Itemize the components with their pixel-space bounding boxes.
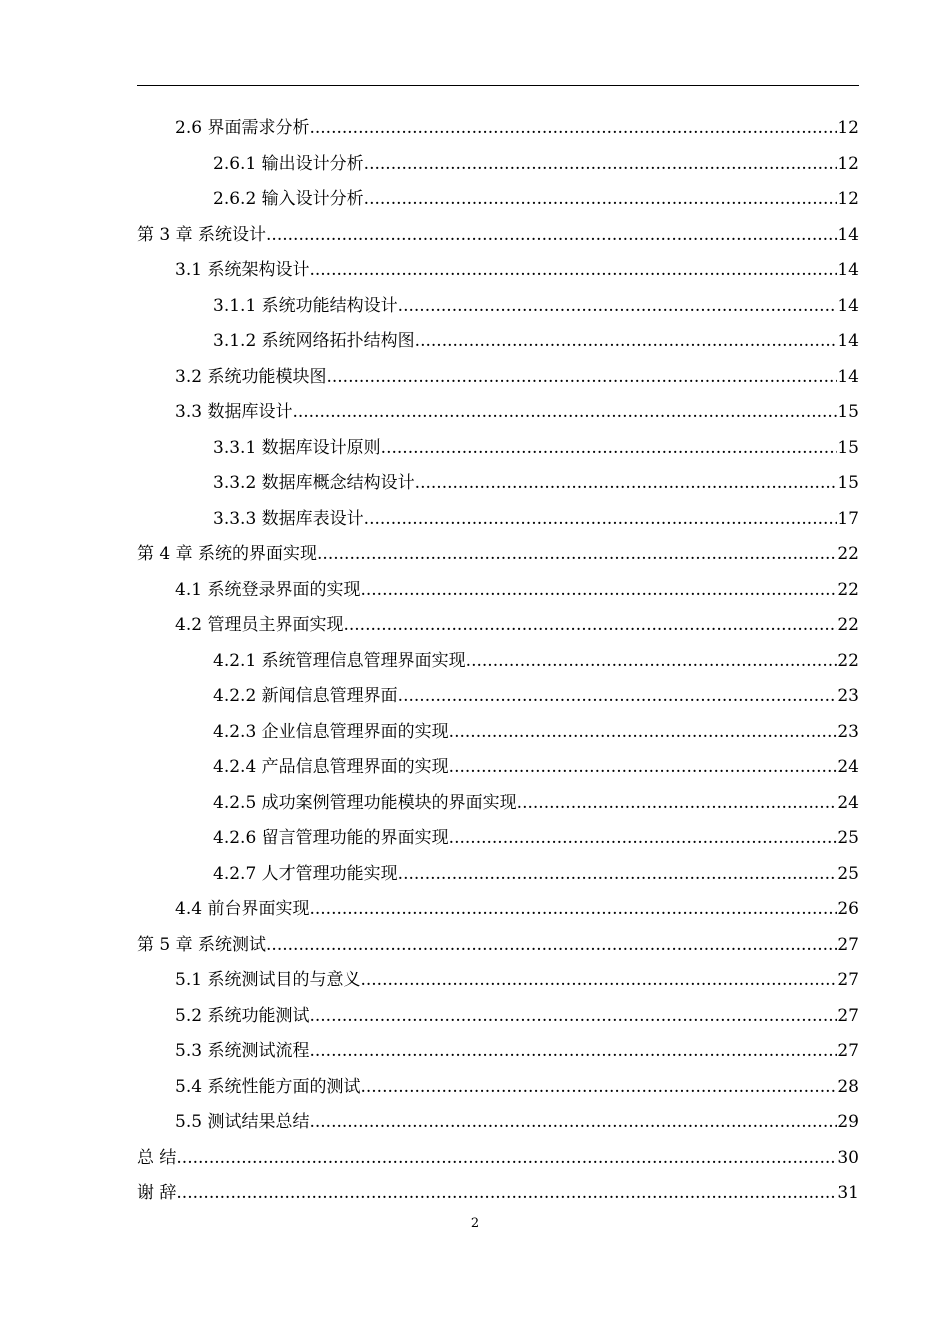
toc-entry[interactable] (137, 715, 859, 751)
toc-entry-label: 4.2.5 成功案例管理功能模块的界面实现 (213, 792, 517, 813)
toc-dot-leader (398, 289, 838, 325)
toc-entry-page: 15 (837, 402, 859, 422)
toc-entry-page: 29 (837, 1112, 859, 1132)
toc-entry-page: 14 (837, 295, 859, 316)
toc-entry-page: 24 (837, 792, 859, 813)
toc-entry-label: 3.1.2 系统网络拓扑结构图 (213, 331, 415, 351)
toc-entry-label: 第 5 章 系统测试 (137, 934, 267, 955)
toc-entry-label: 4.2.3 企业信息管理界面的实现 (213, 721, 449, 742)
toc-entry-label: 谢 辞 (137, 1183, 177, 1203)
toc-entry-label: 4.2.2 新闻信息管理界面 (213, 686, 398, 706)
toc-dot-leader (343, 608, 837, 644)
toc-dot-leader (309, 253, 837, 289)
toc-dot-leader (415, 324, 838, 360)
toc-dot-leader (309, 1034, 837, 1070)
toc-entry[interactable] (137, 502, 859, 538)
toc-dot-leader (466, 644, 838, 680)
toc-entry-label: 3.3.2 数据库概念结构设计 (213, 473, 415, 493)
toc-entry-page: 28 (837, 1076, 859, 1097)
toc-dot-leader (398, 679, 838, 715)
page-number: 2 (470, 1216, 480, 1231)
toc-entry-page: 27 (837, 934, 859, 955)
toc-entry-label: 3.1 系统架构设计 (175, 260, 310, 280)
toc-entry[interactable] (137, 537, 859, 573)
toc-entry-page: 22 (837, 615, 859, 635)
toc-entry-page: 25 (837, 828, 859, 848)
toc-entry-page: 15 (837, 473, 859, 493)
toc-dot-leader (398, 857, 838, 893)
toc-entry-page: 14 (837, 224, 859, 245)
toc-dot-leader (309, 892, 837, 928)
toc-entry-page: 14 (837, 260, 859, 280)
toc-entry[interactable] (137, 466, 859, 502)
toc-entry-page: 27 (837, 1005, 859, 1026)
toc-entry-label: 4.2.4 产品信息管理界面的实现 (213, 757, 449, 777)
toc-dot-leader (176, 1141, 837, 1177)
toc-entry-label: 4.1 系统登录界面的实现 (175, 579, 361, 600)
toc-entry-label: 4.2.6 留言管理功能的界面实现 (213, 828, 449, 848)
toc-entry-label: 2.6 界面需求分析 (175, 118, 310, 138)
toc-entry[interactable] (137, 324, 859, 360)
toc-entry[interactable] (137, 1070, 859, 1106)
toc-entry-page: 30 (837, 1147, 859, 1168)
toc-dot-leader (364, 182, 838, 218)
toc-entry-label: 4.2.1 系统管理信息管理界面实现 (213, 650, 466, 671)
toc-entry[interactable] (137, 1034, 859, 1070)
toc-entry-label: 2.6.2 输入设计分析 (213, 189, 364, 209)
toc-dot-leader (317, 537, 837, 573)
toc-entry[interactable] (137, 395, 859, 431)
toc-entry[interactable] (137, 644, 859, 680)
toc-entry-page: 26 (837, 899, 859, 919)
toc-entry-page: 12 (837, 189, 859, 209)
toc-entry-label: 4.2.7 人才管理功能实现 (213, 863, 398, 884)
toc-entry[interactable] (137, 679, 859, 715)
toc-dot-leader (381, 431, 838, 467)
toc-entry[interactable] (137, 111, 859, 147)
toc-entry[interactable] (137, 857, 859, 893)
toc-entry-page: 24 (837, 757, 859, 777)
toc-entry-page: 25 (837, 863, 859, 884)
toc-dot-leader (309, 999, 837, 1035)
toc-dot-leader (266, 928, 837, 964)
toc-dot-leader (360, 573, 837, 609)
table-of-contents (137, 111, 859, 1212)
toc-entry-page: 15 (837, 437, 859, 458)
toc-entry[interactable] (137, 786, 859, 822)
toc-dot-leader (360, 963, 837, 999)
toc-entry-label: 5.3 系统测试流程 (175, 1041, 310, 1061)
toc-entry-label: 2.6.1 输出设计分析 (213, 153, 364, 174)
toc-entry[interactable] (137, 750, 859, 786)
toc-entry-label: 5.5 测试结果总结 (175, 1112, 310, 1132)
toc-dot-leader (309, 111, 837, 147)
toc-entry-page: 27 (837, 970, 859, 990)
toc-dot-leader (449, 750, 838, 786)
toc-entry-label: 3.3 数据库设计 (175, 402, 293, 422)
toc-entry[interactable] (137, 289, 859, 325)
toc-entry[interactable] (137, 999, 859, 1035)
toc-dot-leader (360, 1070, 837, 1106)
toc-entry[interactable] (137, 573, 859, 609)
toc-entry-label: 3.3.3 数据库表设计 (213, 508, 364, 529)
toc-entry-page: 23 (837, 686, 859, 706)
toc-entry-label: 5.4 系统性能方面的测试 (175, 1076, 361, 1097)
toc-dot-leader (517, 786, 838, 822)
toc-entry-label: 4.2 管理员主界面实现 (175, 615, 344, 635)
toc-entry[interactable] (137, 218, 859, 254)
toc-dot-leader (449, 821, 838, 857)
toc-dot-leader (326, 360, 837, 396)
toc-entry-page: 12 (837, 118, 859, 138)
toc-entry[interactable] (137, 253, 859, 289)
toc-dot-leader (364, 502, 838, 538)
toc-entry[interactable] (137, 963, 859, 999)
toc-entry[interactable] (137, 928, 859, 964)
toc-entry[interactable] (137, 608, 859, 644)
toc-entry-label: 总 结 (137, 1147, 177, 1168)
toc-entry-label: 3.3.1 数据库设计原则 (213, 437, 381, 458)
toc-entry[interactable] (137, 431, 859, 467)
toc-entry-label: 5.2 系统功能测试 (175, 1005, 310, 1026)
toc-entry-label: 5.1 系统测试目的与意义 (175, 970, 361, 990)
toc-entry[interactable] (137, 1141, 859, 1177)
toc-dot-leader (415, 466, 838, 502)
toc-entry-label: 第 3 章 系统设计 (137, 224, 267, 245)
toc-entry-page: 17 (837, 508, 859, 529)
header-rule (137, 85, 859, 86)
toc-dot-leader (309, 1105, 837, 1141)
toc-entry-page: 23 (837, 721, 859, 742)
toc-dot-leader (176, 1176, 837, 1212)
toc-entry-label: 3.2 系统功能模块图 (175, 366, 327, 387)
toc-entry[interactable] (137, 1176, 859, 1212)
toc-entry-page: 22 (837, 544, 859, 564)
toc-dot-leader (449, 715, 838, 751)
toc-entry[interactable] (137, 360, 859, 396)
toc-entry[interactable] (137, 147, 859, 183)
toc-entry[interactable] (137, 1105, 859, 1141)
toc-entry-page: 31 (837, 1183, 859, 1203)
toc-entry-label: 3.1.1 系统功能结构设计 (213, 295, 398, 316)
toc-entry[interactable] (137, 821, 859, 857)
toc-dot-leader (292, 395, 837, 431)
toc-entry-page: 22 (837, 650, 859, 671)
toc-dot-leader (364, 147, 838, 183)
toc-entry-label: 4.4 前台界面实现 (175, 899, 310, 919)
toc-dot-leader (266, 218, 837, 254)
toc-entry[interactable] (137, 892, 859, 928)
toc-entry-page: 12 (837, 153, 859, 174)
toc-entry-page: 14 (837, 331, 859, 351)
toc-entry-page: 22 (837, 579, 859, 600)
toc-entry[interactable] (137, 182, 859, 218)
toc-entry-page: 27 (837, 1041, 859, 1061)
toc-entry-page: 14 (837, 366, 859, 387)
toc-entry-label: 第 4 章 系统的界面实现 (137, 544, 318, 564)
